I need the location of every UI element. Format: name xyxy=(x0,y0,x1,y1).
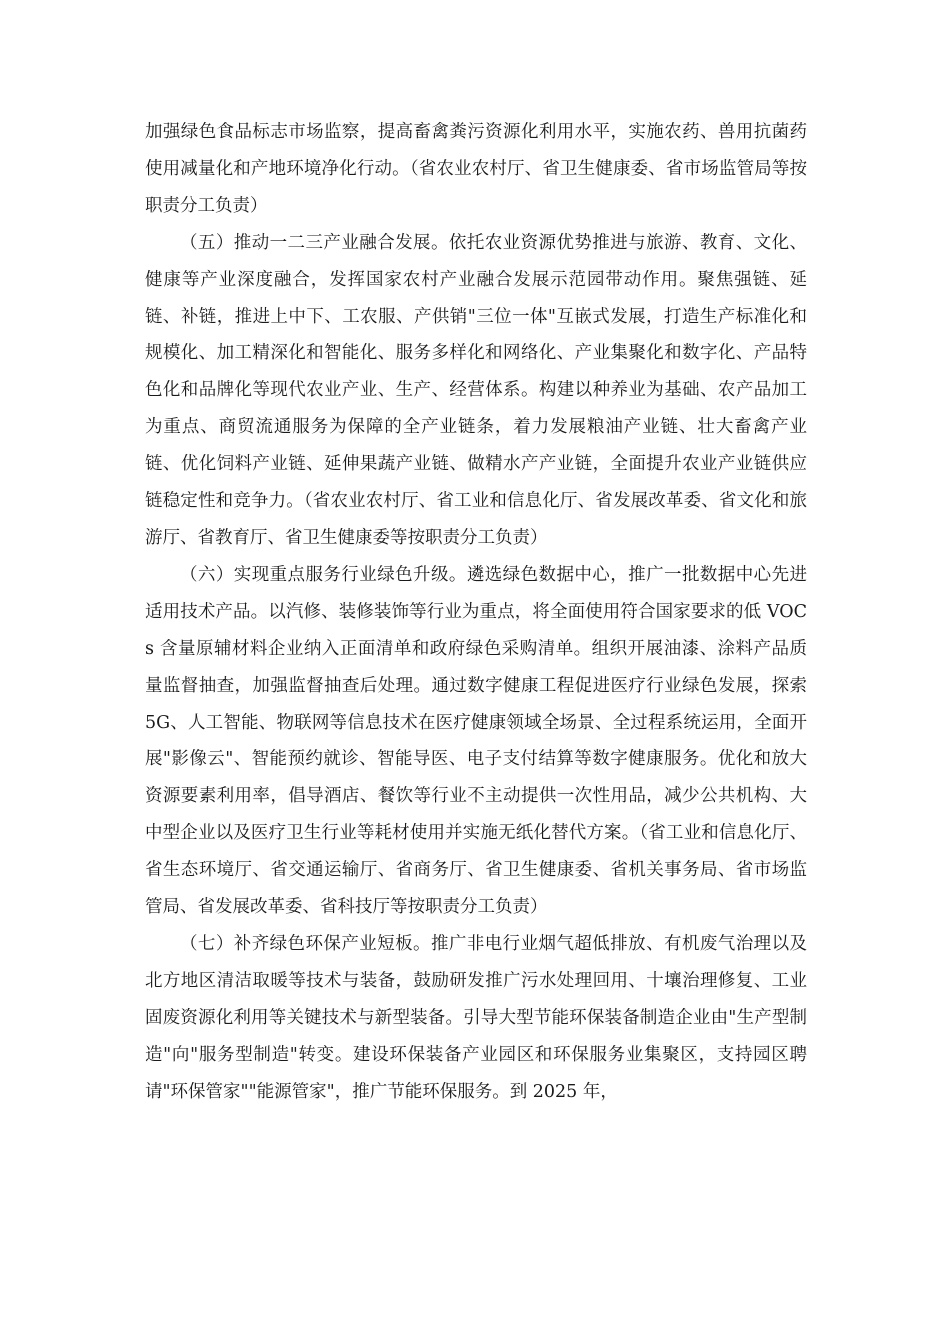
paragraph-section-five: （五）推动一二三产业融合发展。依托农业资源优势推进与旅游、教育、文化、健康等产业深度融合，发挥国家农村产业融合发展示范园带动作用。聚焦强链、延链、补链，推进上中下、工农服、产供销"三位一体"互嵌式发展，打造生产标准化和规模化、加工精深化和智能化、服务多样化和网络化、产业集聚化和数字化、产品特色化和品牌化等现代农业产业、生产、经营体系。构建以种养业为基础、农产品加工为重点、商贸流通服务为保障的全产业链条，着力发展粮油产业链、壮大畜禽产业链、优化饲料产业链、延伸果蔬产业链、做精水产产业链，全面提升农业产业链供应链稳定性和竞争力。（省农业农村厅、省工业和信息化厅、省发展改革委、省文化和旅游厅、省教育厅、省卫生健康委等按职责分工负责） xyxy=(145,232,807,548)
paragraph-section-six: （六）实现重点服务行业绿色升级。遴选绿色数据中心，推广一批数据中心先进适用技术产品。以汽修、装修装饰等行业为重点，将全面使用符合国家要求的低 VOCs 含量原辅材料企业纳入正面清单和政府绿色采购清单。组织开展油漆、涂料产品质量监督抽查，加强监督抽查后处理。通过数字健康工程促进医疗行业绿色发展，探索 5G、人工智能、物联网等信息技术在医疗健康领域全场景、全过程系统运用，全面开展"影像云"、智能预约就诊、智能导医、电子支付结算等数字健康服务。优化和放大资源要素利用率，倡导酒店、餐饮等行业不主动提供一次性用品，减少公共机构、大中型企业以及医疗卫生行业等耗材使用并实施无纸化替代方案。（省工业和信息化厅、省生态环境厅、省交通运输厅、省商务厅、省卫生健康委、省机关事务局、省市场监管局、省发展改革委、省科技厅等按职责分工负责） xyxy=(145,564,807,918)
document-body xyxy=(145,114,807,1110)
paragraph-continuation: 加强绿色食品标志市场监察，提高畜禽粪污资源化利用水平，实施农药、兽用抗菌药使用减量化和产地环境净化行动。（省农业农村厅、省卫生健康委、省市场监管局等按职责分工负责） xyxy=(145,122,807,216)
paragraph-section-seven: （七）补齐绿色环保产业短板。推广非电行业烟气超低排放、有机废气治理以及北方地区清洁取暖等技术与装备，鼓励研发推广污水处理回用、十壤治理修复、工业固废资源化利用等关键技术与新型装备。引导大型节能环保装备制造企业由"生产型制造"向"服务型制造"转变。建设环保装备产业园区和环保服务业集聚区，支持园区聘请"环保管家""能源管家"，推广节能环保服务。到 2025 年， xyxy=(145,933,807,1102)
